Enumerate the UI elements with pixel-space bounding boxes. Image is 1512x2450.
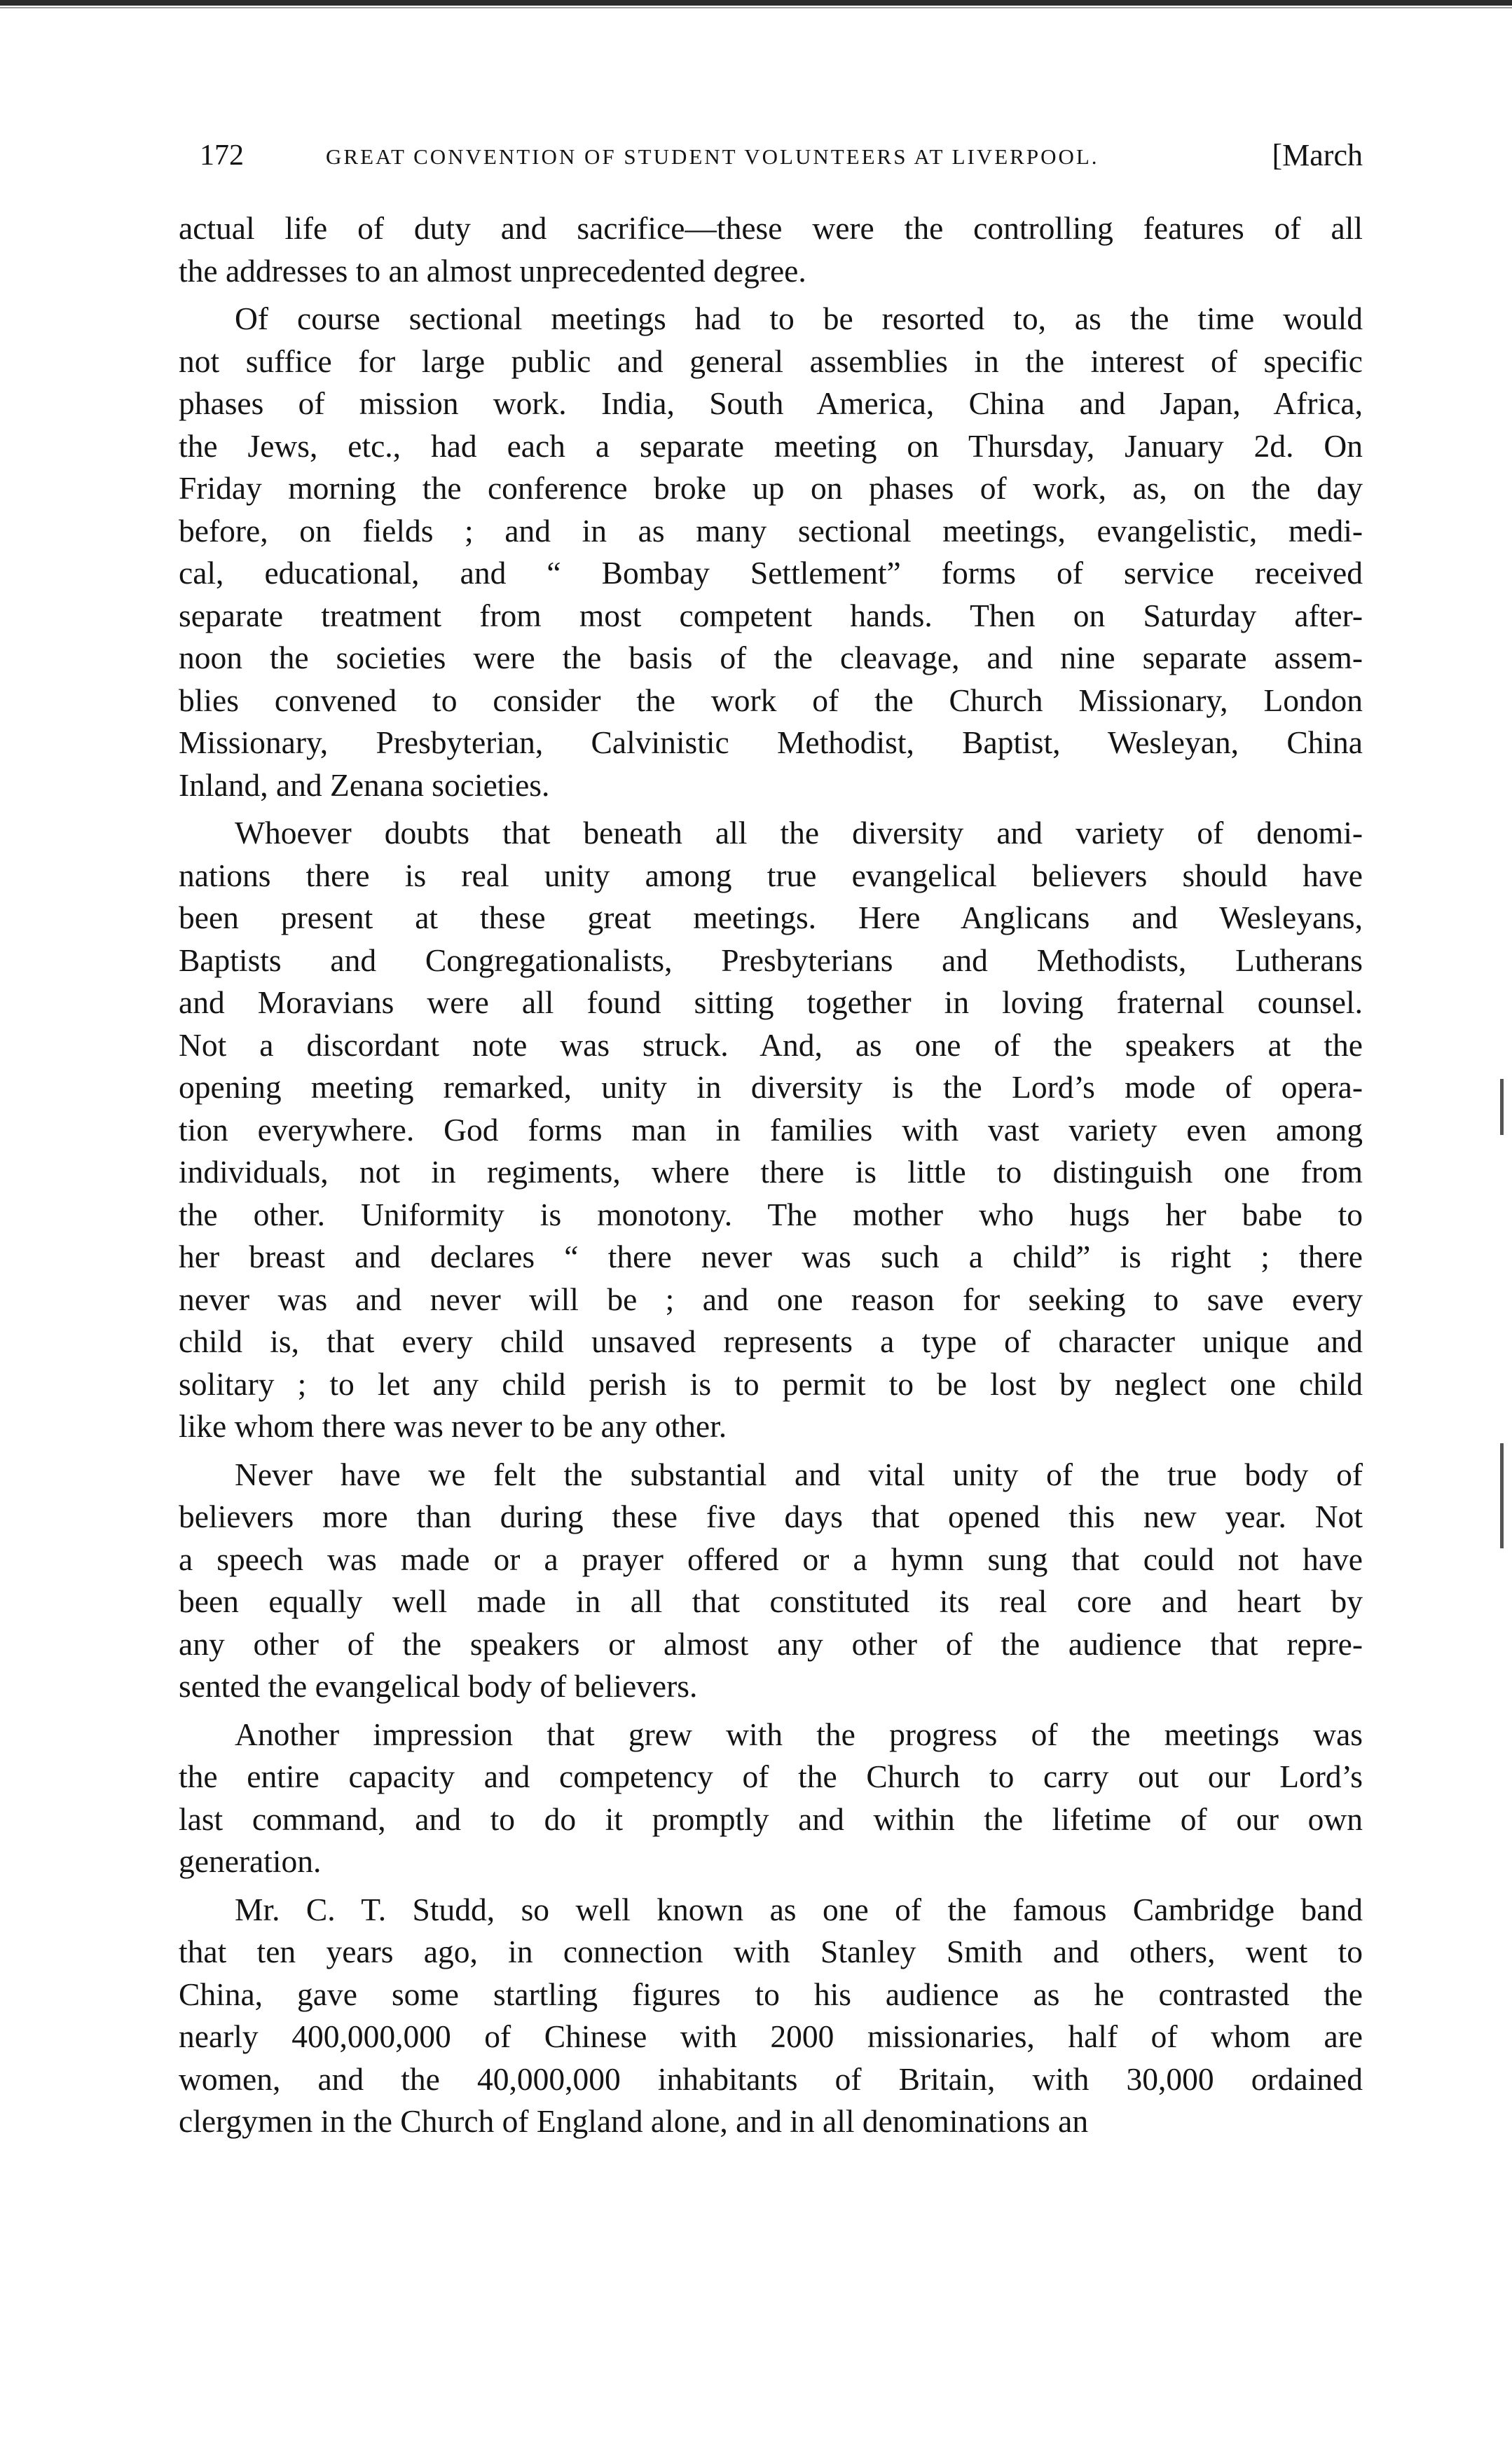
paragraph xyxy=(179,812,1363,1448)
text-line: Friday morning the conference broke up on phases of work, as, on the day xyxy=(179,470,1363,506)
text-line: actual life of duty and sacrifice—these were the controlling features of all xyxy=(179,210,1363,246)
text-line: opening meeting remarked, unity in diversity is the Lord’s mode of opera- xyxy=(179,1069,1363,1105)
text-line: individuals, not in regiments, where there is little to distinguish one from xyxy=(179,1154,1363,1190)
text-line: blies convened to consider the work of the Church Missionary, London xyxy=(179,682,1363,718)
text-line: cal, educational, and “ Bombay Settlement” forms of service received xyxy=(179,555,1363,591)
text-line: child is, that every child unsaved represents a type of character unique and xyxy=(179,1323,1363,1359)
text-line: last command, and to do it promptly and within the lifetime of our own xyxy=(179,1801,1363,1837)
text-line: Another impression that grew with the progress of the meetings was xyxy=(235,1716,1363,1752)
text-line: before, on fields ; and in as many sectional meetings, evangelistic, medi- xyxy=(179,512,1363,549)
text-line: solitary ; to let any child perish is to permit to be lost by neglect one child xyxy=(179,1365,1363,1402)
top-border-rule-thin xyxy=(0,7,1512,8)
text-line: the Jews, etc., had each a separate meeting on Thursday, January 2d. On xyxy=(179,427,1363,464)
text-line: women, and the 40,000,000 inhabitants of Britain, with 30,000 ordained xyxy=(179,2060,1363,2097)
text-line: sented the evangelical body of believers. xyxy=(179,1668,698,1704)
paragraph xyxy=(179,207,1363,292)
text-line: the addresses to an almost unprecedented degree. xyxy=(179,252,806,289)
text-line: nearly 400,000,000 of Chinese with 2000 missionaries, half of whom are xyxy=(179,2018,1363,2054)
margin-mark xyxy=(1500,1079,1504,1135)
text-line: never was and never will be ; and one reason for seeking to save every xyxy=(179,1281,1363,1317)
text-line: Mr. C. T. Studd, so well known as one of the famous Cambridge band xyxy=(235,1891,1363,1927)
text-line: China, gave some startling figures to his audience as he contrasted the xyxy=(179,1976,1363,2012)
text-line: clergymen in the Church of England alone, and in all denominations an xyxy=(179,2103,1089,2139)
text-line: Not a discordant note was struck. And, as one of the speakers at the xyxy=(179,1026,1363,1063)
header-month: [March xyxy=(1272,138,1363,172)
margin-mark xyxy=(1500,1443,1504,1548)
text-line: Never have we felt the substantial and vital unity of the true body of xyxy=(235,1456,1363,1492)
article-body xyxy=(179,207,1363,2149)
text-line: a speech was made or a prayer offered or a hymn sung that could not have xyxy=(179,1541,1363,1577)
text-line: Baptists and Congregationalists, Presbyterians and Methodists, Lutherans xyxy=(179,942,1363,978)
text-line: been equally well made in all that constituted its real core and heart by xyxy=(179,1583,1363,1619)
text-line: phases of mission work. India, South America, China and Japan, Africa, xyxy=(179,385,1363,421)
text-line: like whom there was never to be any other. xyxy=(179,1408,727,1444)
text-line: Whoever doubts that beneath all the diversity and variety of denomi- xyxy=(235,815,1363,851)
running-header xyxy=(200,135,1363,177)
text-line: generation. xyxy=(179,1843,322,1879)
text-line: any other of the speakers or almost any other of the audience that repre- xyxy=(179,1625,1363,1662)
paragraph xyxy=(179,1714,1363,1883)
top-border-rule xyxy=(0,0,1512,6)
text-line: the entire capacity and competency of the Church to carry out our Lord’s xyxy=(179,1759,1363,1794)
text-line: believers more than during these five days that opened this new year. Not xyxy=(179,1499,1363,1534)
page-number: 172 xyxy=(200,139,244,172)
text-line: been present at these great meetings. Here Anglicans and Wesleyans, xyxy=(179,900,1363,935)
text-line: tion everywhere. God forms man in families with vast variety even among xyxy=(179,1111,1363,1148)
paragraph xyxy=(179,1889,1363,2143)
text-line: noon the societies were the basis of the cleavage, and nine separate assem- xyxy=(179,640,1363,675)
text-line: Of course sectional meetings had to be resorted to, as the time would xyxy=(235,301,1363,336)
text-line: separate treatment from most competent hands. Then on Saturday after- xyxy=(179,597,1363,633)
text-line: her breast and declares “ there never was such a child” is right ; there xyxy=(179,1239,1363,1274)
text-line: Inland, and Zenana societies. xyxy=(179,766,550,803)
text-line: the other. Uniformity is monotony. The mother who hugs her babe to xyxy=(179,1196,1363,1232)
text-line: Missionary, Presbyterian, Calvinistic Methodist, Baptist, Wesleyan, China xyxy=(179,724,1363,760)
text-line: that ten years ago, in connection with Stanley Smith and others, went to xyxy=(179,1934,1363,1969)
text-line: not suffice for large public and general assemblies in the interest of specific xyxy=(179,343,1363,379)
paragraph xyxy=(179,1454,1363,1708)
text-line: nations there is real unity among true evangelical believers should have xyxy=(179,857,1363,893)
paragraph xyxy=(179,298,1363,806)
text-line: and Moravians were all found sitting together in loving fraternal counsel. xyxy=(179,984,1363,1020)
running-title: GREAT CONVENTION OF STUDENT VOLUNTEERS AT LIVERPOOL. xyxy=(326,144,1099,169)
